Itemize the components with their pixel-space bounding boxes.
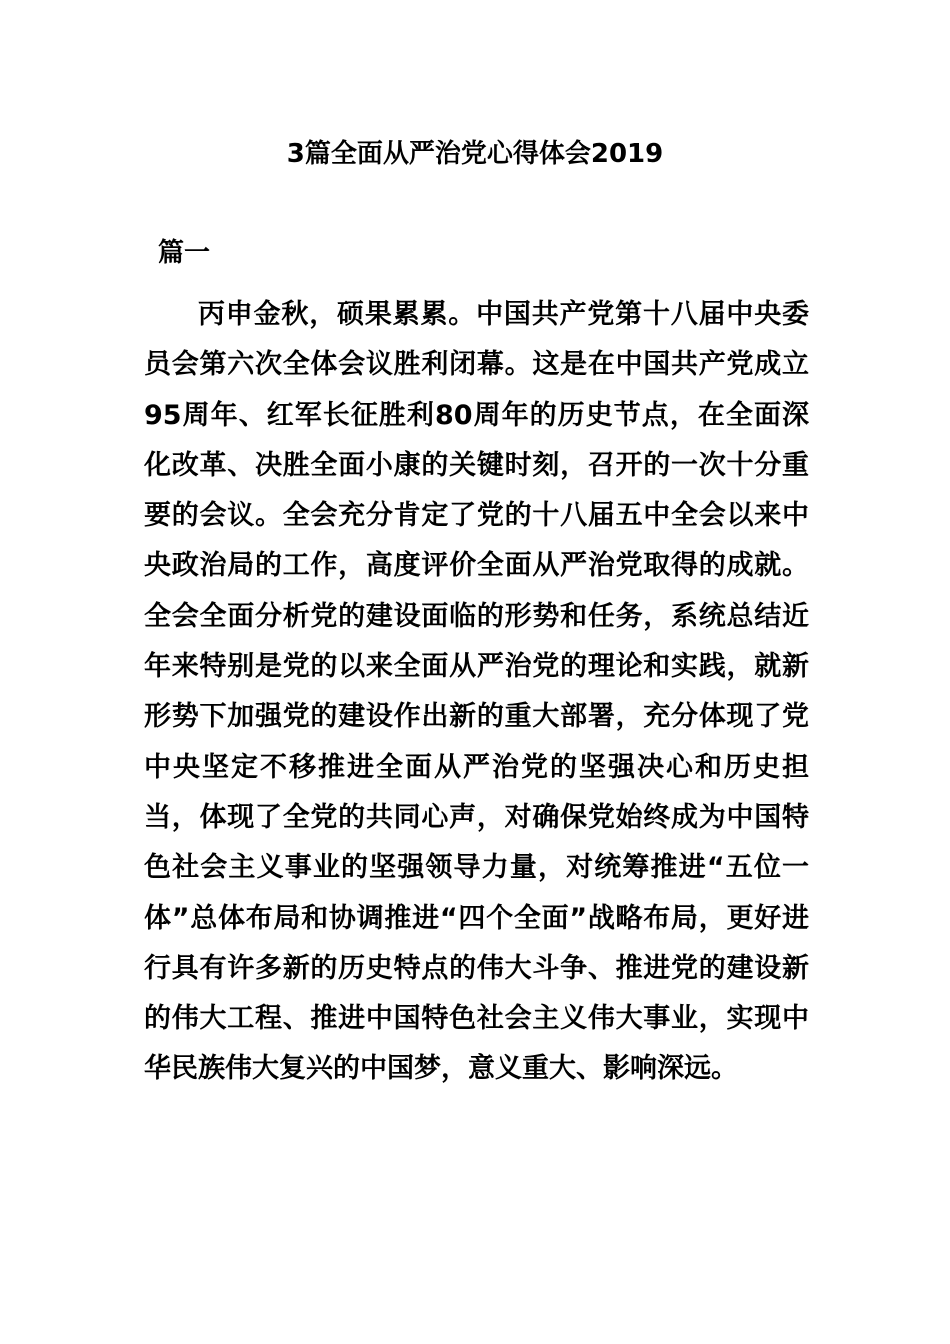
document-title: 3篇全面从严治党心得体会2019 [286, 139, 664, 169]
section-heading: 篇一 [158, 238, 211, 268]
body-paragraph: 丙申金秋，硕果累累。中国共产党第十八届中央委员会第六次全体会议胜利闭幕。这是在中国共产党成立95周年、红军长征胜利80周年的历史节点，在全面深化改革、决胜全面小康的关键时刻，召开的一次十分重要的会议。全会充分肯定了党的十八届五中全会以来中央政治局的工作，高度评价全面从严治党取得的成就。全会全面分析党的建设面临的形势和任务，系统总结近年来特别是党的以来全面从严治党的理论和实践，就新形势下加强党的建设作出新的重大部署，充分体现了党中央坚定不移推进全面从严治党的坚强决心和历史担当，体现了全党的共同心声，对确保党始终成为中国特色社会主义事业的坚强领导力量，对统筹推进“五位一体”总体布局和协调推进“四个全面”战略布局，更好进行具有许多新的历史特点的伟大斗争、推进党的建设新的伟大工程、推进中国特色社会主义伟大事业，实现中华民族伟大复兴的中国梦，意义重大、影响深远。 [144, 299, 809, 1085]
